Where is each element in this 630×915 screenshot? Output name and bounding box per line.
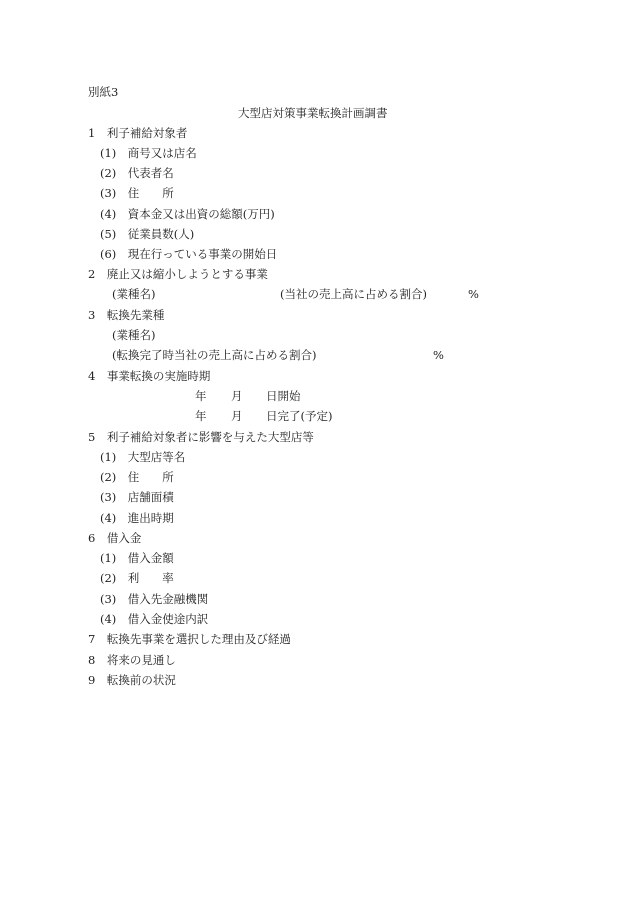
section-5-item-1: (1) 大型店等名	[100, 450, 186, 464]
section-3-business-label: (業種名)	[112, 328, 156, 342]
section-1-item-3: (3) 住 所	[100, 186, 174, 200]
section-2-percent: %	[468, 287, 479, 301]
section-4-start-row	[0, 389, 630, 403]
section-9-heading: 9 転換前の状況	[88, 673, 176, 687]
section-7-heading: 7 転換先事業を選択した理由及び経過	[88, 632, 291, 646]
section-1-item-2: (2) 代表者名	[100, 166, 174, 180]
section-3-share-label: (転換完了時当社の売上高に占める割合)	[112, 348, 317, 362]
section-2-detail-row	[0, 287, 630, 301]
section-6-item-1: (1) 借入金額	[100, 551, 174, 565]
section-5-item-4: (4) 進出時期	[100, 511, 174, 525]
section-5-item-2: (2) 住 所	[100, 470, 174, 484]
start-year: 年	[195, 389, 207, 403]
end-year: 年	[195, 409, 207, 423]
document-title: 大型店対策事業転換計画調書	[238, 106, 388, 120]
section-4-end-row	[0, 409, 630, 423]
section-3-heading: 3 転換先業種	[88, 308, 165, 322]
start-month: 月	[231, 389, 243, 403]
section-1-heading: 1 利子補給対象者	[88, 126, 188, 140]
section-1-item-5: (5) 従業員数(人)	[100, 227, 195, 241]
section-2-business-label: (業種名)	[112, 287, 156, 301]
section-6-item-2: (2) 利 率	[100, 571, 174, 585]
section-1-item-6: (6) 現在行っている事業の開始日	[100, 247, 278, 261]
section-3-share-row	[0, 348, 630, 362]
section-6-item-3: (3) 借入先金融機関	[100, 592, 209, 606]
section-5-item-3: (3) 店舗面積	[100, 490, 174, 504]
section-8-heading: 8 将来の見通し	[88, 653, 176, 667]
end-month: 月	[231, 409, 243, 423]
end-day: 日完了(予定)	[266, 409, 333, 423]
section-3-percent: %	[433, 348, 444, 362]
section-6-heading: 6 借入金	[88, 531, 142, 545]
section-5-heading: 5 利子補給対象者に影響を与えた大型店等	[88, 430, 314, 444]
section-1-item-1: (1) 商号又は店名	[100, 146, 197, 160]
section-4-heading: 4 事業転換の実施時期	[88, 369, 211, 383]
start-day: 日開始	[266, 389, 301, 403]
section-6-item-4: (4) 借入金使途内訳	[100, 612, 209, 626]
section-2-share-label: (当社の売上高に占める割合)	[280, 287, 427, 301]
section-2-heading: 2 廃止又は縮小しようとする事業	[88, 267, 268, 281]
section-1-item-4: (4) 資本金又は出資の総額(万円)	[100, 207, 275, 221]
annex-label: 別紙3	[88, 85, 119, 99]
